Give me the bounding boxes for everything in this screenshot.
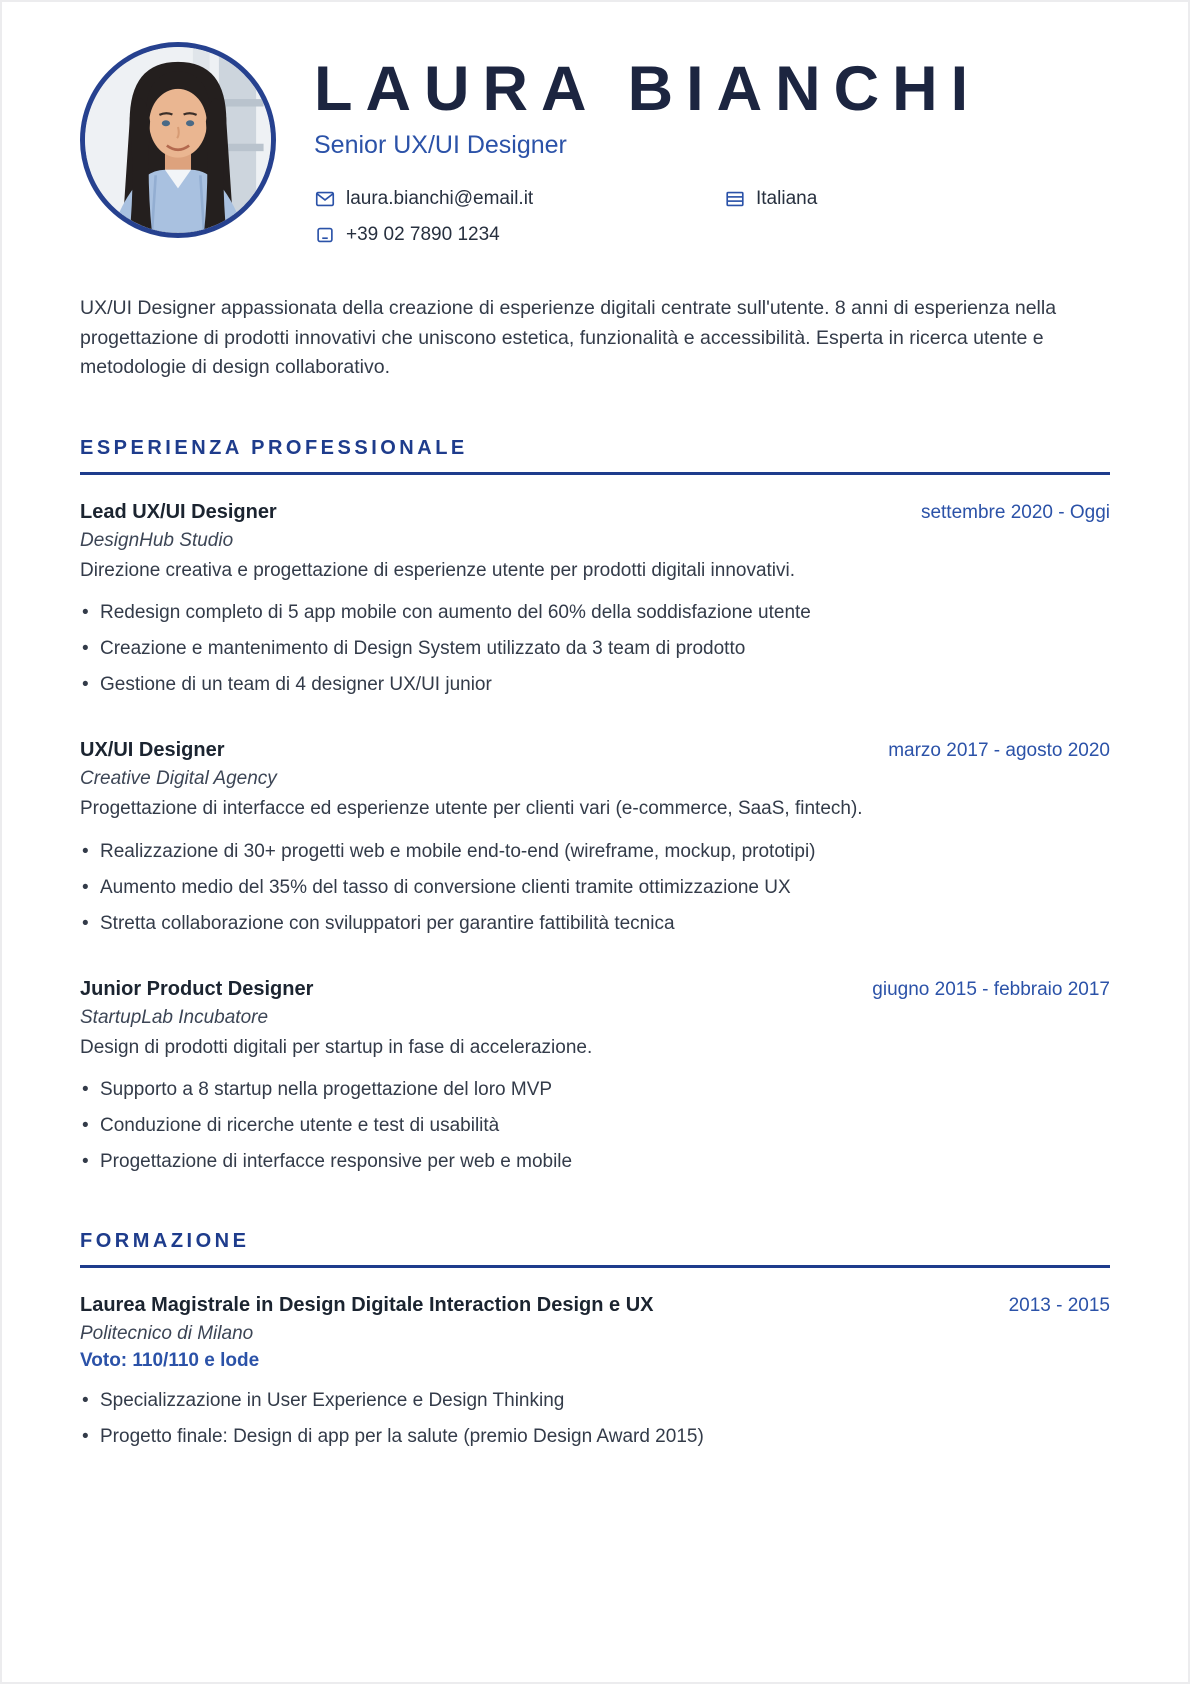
job-company: Creative Digital Agency	[80, 768, 277, 790]
job-bullet: • Aumento medio del 35% del tasso di conversione clienti tramite ottimizzazione UX	[80, 875, 1110, 902]
flag-icon	[724, 188, 746, 210]
contact-nationality-value: Italiana	[756, 188, 818, 209]
job-bullet-list	[80, 839, 1110, 938]
education-bullet: • Progetto finale: Design di app per la salute (premio Design Award 2015)	[80, 1424, 1110, 1451]
person-name: LAURA BIANCHI	[314, 54, 982, 124]
job-date: settembre 2020 - Oggi	[920, 501, 1110, 523]
avatar	[85, 47, 271, 233]
job-bullet: • Gestione di un team di 4 designer UX/UI junior	[80, 672, 1110, 699]
phone-icon	[314, 224, 336, 246]
experience-entry	[80, 739, 1110, 937]
experience-entry	[80, 501, 1110, 699]
contact-email-value: laura.bianchi@email.it	[346, 188, 534, 209]
section-heading-education: FORMAZIONE	[80, 1230, 250, 1253]
section-divider	[80, 1265, 1110, 1268]
job-bullet: • Supporto a 8 startup nella progettazione del loro MVP	[80, 1077, 1110, 1104]
resume-header	[80, 40, 1110, 246]
job-description: Progettazione di interfacce ed esperienze utente per clienti vari (e-commerce, SaaS, fintech).	[80, 798, 863, 820]
contact-info	[314, 188, 1110, 246]
job-bullet: • Realizzazione di 30+ progetti web e mobile end-to-end (wireframe, mockup, prototipi)	[80, 839, 1110, 866]
job-bullet-list	[80, 600, 1110, 699]
profile-photo	[80, 42, 276, 238]
degree-grade: Voto: 110/110 e lode	[80, 1350, 260, 1372]
school-name: Politecnico di Milano	[80, 1323, 254, 1345]
contact-phone	[314, 224, 724, 246]
job-bullet: • Stretta collaborazione con sviluppatori per garantire fattibilità tecnica	[80, 911, 1110, 938]
job-bullet: • Creazione e mantenimento di Design System utilizzato da 3 team di prodotto	[80, 636, 1110, 663]
degree-date: 2013 - 2015	[1008, 1295, 1110, 1317]
person-title: Senior UX/UI Designer	[314, 131, 567, 159]
contact-nationality	[724, 188, 1110, 210]
experience-entry	[80, 978, 1110, 1176]
section-experience	[80, 437, 1110, 1176]
job-description: Direzione creativa e progettazione di esperienze utente per prodotti digitali innovativi.	[80, 559, 796, 581]
mail-icon	[314, 188, 336, 210]
education-bullet: • Specializzazione in User Experience e Design Thinking	[80, 1388, 1110, 1415]
summary-text: UX/UI Designer appassionata della creazione di esperienze digitali centrate sull'utente. 8 anni di esperienza nella progettazione di prodotti innovativi che uniscono estetica, funzionalità e accessibilità. Esperta in ricerca utente e metodologie di design collaborativo.	[80, 297, 1057, 379]
job-company: StartupLab Incubatore	[80, 1006, 269, 1028]
job-description: Design di prodotti digitali per startup in fase di accelerazione.	[80, 1036, 593, 1058]
job-title: Junior Product Designer	[80, 977, 314, 1000]
degree-title: Laurea Magistrale in Design Digitale Interaction Design e UX	[80, 1294, 654, 1317]
job-date: marzo 2017 - agosto 2020	[888, 740, 1110, 762]
section-heading-experience: ESPERIENZA PROFESSIONALE	[80, 436, 468, 459]
job-title: Lead UX/UI Designer	[80, 500, 277, 523]
section-education	[80, 1230, 1110, 1451]
job-company: DesignHub Studio	[80, 529, 234, 551]
job-date: giugno 2015 - febbraio 2017	[872, 978, 1110, 1000]
job-bullet: • Progettazione di interfacce responsive per web e mobile	[80, 1149, 1110, 1176]
job-title: UX/UI Designer	[80, 739, 225, 762]
job-bullet: • Conduzione di ricerche utente e test di usabilità	[80, 1113, 1110, 1140]
education-entry	[80, 1294, 1110, 1451]
job-bullet-list	[80, 1077, 1110, 1176]
contact-phone-value: +39 02 7890 1234	[346, 224, 500, 245]
education-bullet-list	[80, 1388, 1110, 1451]
section-divider	[80, 472, 1110, 475]
job-bullet: • Redesign completo di 5 app mobile con aumento del 60% della soddisfazione utente	[80, 600, 1110, 627]
contact-email	[314, 188, 724, 210]
header-main	[314, 40, 1110, 246]
